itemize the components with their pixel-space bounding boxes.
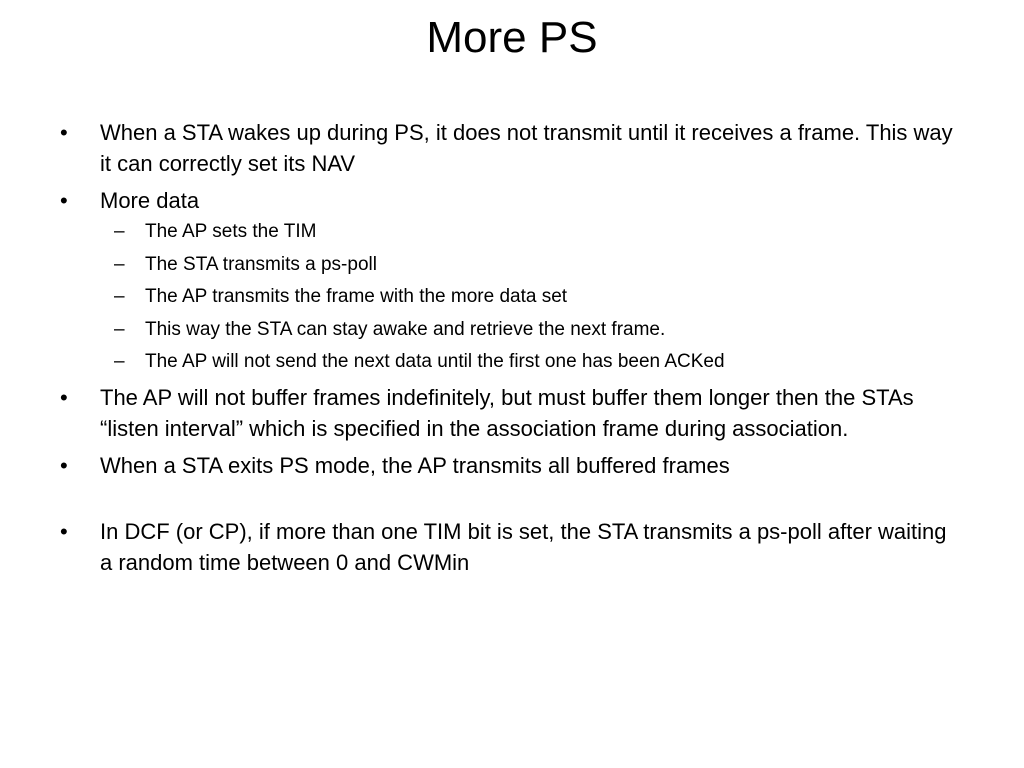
bullet-text: When a STA exits PS mode, the AP transmits all buffered frames [100,453,730,478]
sub-bullet-marker: – [114,286,125,307]
bullet-marker: • [60,120,68,145]
sub-bullet-text: The AP sets the TIM [145,221,317,242]
bullet-marker: • [60,453,68,478]
sub-bullet-item [100,218,958,246]
bullet-text: In DCF (or CP), if more than one TIM bit is set, the STA transmits a ps-poll after waiting a random time between 0 and CWMin [100,519,947,575]
sub-bullet-marker: – [114,351,125,372]
bullet-marker: • [60,385,68,410]
bullet-text: The AP will not buffer frames indefinitely, but must buffer them longer then the STAs “listen interval” which is specified in the association frame during association. [100,385,914,441]
bullet-item [58,185,958,376]
sub-bullet-item [100,348,958,376]
sub-bullet-marker: – [114,221,125,242]
bullet-item [58,450,958,481]
bullet-text: When a STA wakes up during PS, it does not transmit until it receives a frame. This way it can correctly set its NAV [100,120,953,176]
bullet-item [58,516,958,578]
sub-bullet-list [100,218,958,376]
sub-bullet-text: This way the STA can stay awake and retrieve the next frame. [145,318,666,340]
slide-title: More PS [426,13,598,62]
bullet-marker: • [60,188,68,213]
bullet-text: More data [100,188,200,213]
sub-bullet-item [100,251,958,279]
bullet-list [58,117,958,584]
sub-bullet-item [100,283,958,311]
sub-bullet-text: The STA transmits a ps-poll [145,253,377,275]
bullet-item [58,117,958,179]
sub-bullet-text: The AP will not send the next data until the first one has been ACKed [145,351,725,372]
sub-bullet-marker: – [114,318,125,340]
bullet-item [58,382,958,444]
sub-bullet-text: The AP transmits the frame with the more data set [145,286,568,307]
sub-bullet-marker: – [114,253,125,275]
sub-bullet-item [100,316,958,344]
bullet-marker: • [60,519,68,544]
